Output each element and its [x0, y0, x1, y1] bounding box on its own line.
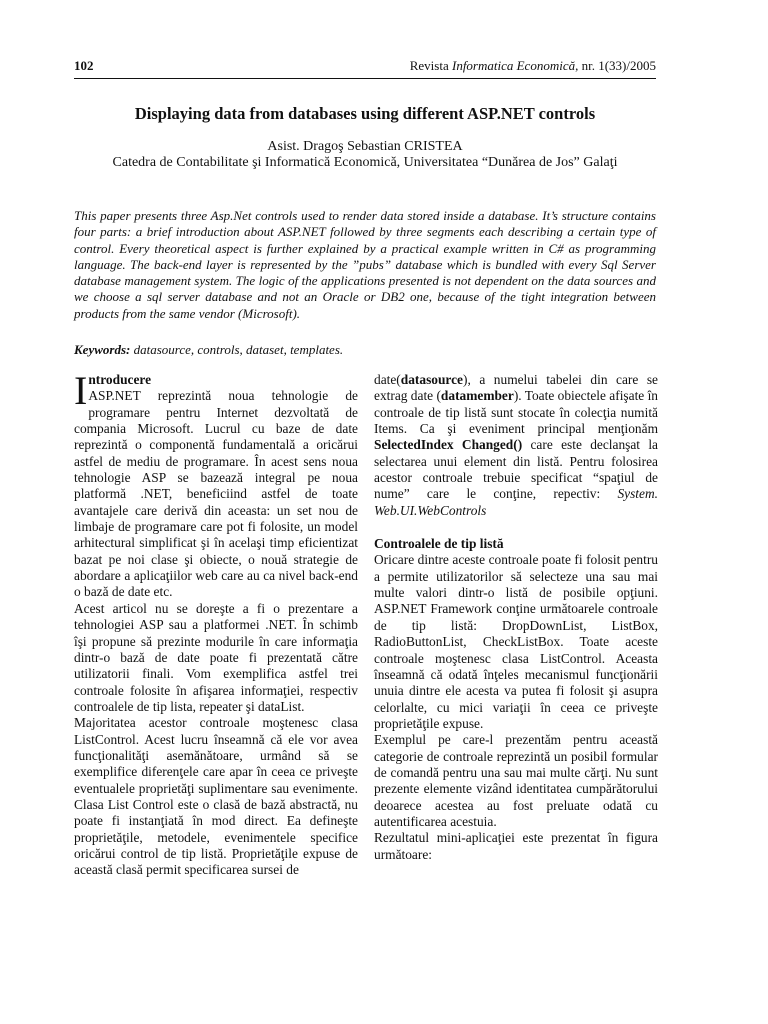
paper-title: Displaying data from databases using different ASP.NET controls — [134, 104, 596, 123]
intro-paragraph-2: Acest articol nu se doreşte a fi o prezentare a tehnologiei ASP sau a platformei .NET. În schimb îşi propune să prezinte modurile în care informaţia dintr-o bază de date poate fi prezentată către utilizatorii finali. Vom exemplifica astfel trei controale folosite în afişarea informaţiei, respectiv controalele de tip lista, repeater şi dataList. — [74, 600, 358, 714]
keywords-label: Keywords: — [74, 342, 131, 357]
text-run: date( — [374, 372, 401, 387]
journal-prefix: Revista — [409, 58, 452, 73]
term-datamember: datamember — [440, 388, 514, 404]
drop-cap: I — [74, 368, 88, 413]
text-run: ). Toate obiectele afişate în controale de tip listă sunt stocate în colecţia numită Items. Ca şi eveniment principal menţionăm — [374, 388, 658, 437]
intro-heading-paragraph — [74, 368, 358, 601]
right-paragraph-3: Exemplul pe care-l prezentăm pentru această categorie de controale reprezintă un posibil formular de comandă pentru una sau mai multe cărţi. Nu sunt prezente elemente vizând identitatea cumpărătorului deoarece acestea au fost preluate odată cu autentificarea acestuia. — [374, 732, 658, 829]
right-paragraph-2: Oricare dintre aceste controale poate fi folosit pentru a permite utilizatorilor să selecteze una sau mai multe valori dintr-o listă de posibile opţiuni. ASP.NET Framework conţine următoarele controale de tip listă: DropDownList, ListBox, RadioButtonList, CheckListBox. Toate aceste controale moştenesc clasa ListControl. Aceasta înseamnă că odată înţeles mecanismul funcţionării unuia dintre ele acesta va putea fi folosit şi asupra celorlalte, cu mici variaţii în ceea ce priveşte proprietăţile expuse. — [374, 552, 658, 731]
term-datasource: datasource — [400, 372, 464, 387]
right-paragraph-4: Rezultatul mini-aplicaţiei este prezentat în figura următoare: — [374, 830, 658, 862]
journal-issue: , nr. 1(33)/2005 — [575, 58, 656, 73]
author-line: Asist. Dragoş Sebastian CRISTEA — [267, 139, 463, 154]
right-paragraph-1 — [374, 372, 658, 519]
keywords — [74, 342, 656, 358]
term-selectedindexchanged: SelectedIndex Changed() — [374, 437, 523, 453]
section-heading-list-controls: Controalele de tip listă — [374, 536, 504, 552]
intro-heading: ntroducere — [88, 372, 152, 387]
abstract: This paper presents three Asp.Net controls used to render data stored inside a database. It’s structure contains four parts: a brief introduction about ASP.NET followed by three segments each describing a certain type of control. Every theoretical aspect is further explained by a practical example written in C# as programming language. The back-end layer is represented by the ”pubs” database which is bundled with every Sql Server database management system. The logic of the applications presented is not dependent on the data sources and we choose a sql server database and not an Oracle or DB2 one, because of the tight integration between products from the same vendor (Microsoft). — [74, 208, 656, 321]
journal-name: Informatica Economică — [451, 58, 576, 73]
namespace-name: System. Web.UI.WebControls — [374, 486, 658, 518]
affiliation-line: Catedra de Contabilitate şi Informatică Economică, Universitatea “Dunărea de Jos” Galaţi — [112, 155, 618, 170]
journal-reference — [410, 58, 656, 74]
text-run: ), a numelui tabelei din care se extrag date ( — [374, 372, 658, 404]
running-header — [74, 58, 656, 76]
right-column — [374, 372, 658, 863]
keywords-text: datasource, controls, dataset, templates. — [130, 342, 344, 357]
left-column — [74, 368, 358, 879]
intro-paragraph-1: ASP.NET reprezintă noua tehnologie de programare pentru Internet dezvoltată de compania Microsoft. Lucrul cu baze de date reprezintă o componentă fundamentală a oricărui astfel de mediu de programare. În acest sens noua tehnologie ASP se bazează integral pe noua platformă .NET, beneficiind astfel de toate avantajele care derivă din aceasta: un set nou de limbaje de programare care pot fi folosite, un model arhitectural simplificat şi în acelaşi timp eficientizat bazat pe noi clase şi obiecte, o nouă strategie de abordare a aplicaţiilor web care au ca nivel back-end o bază de date etc. — [74, 388, 358, 600]
header-rule — [74, 78, 656, 79]
page-number: 102 — [74, 58, 94, 73]
intro-paragraph-3: Majoritatea acestor controale moştenesc clasa ListControl. Acest lucru înseamnă că ele vor avea funcţionalităţi asemănătoare, urmând să se exemplifice diferenţele care apar în ceea ce priveşte eventualele proprietăţi suplimentare sau evenimente. Clasa List Control este o clasă de bază abstractă, nu poate fi instanţiată în mod direct. Ea defineşte proprietăţile, metodele, evenimentele specifice oricărui control de tip listă. Proprietăţile expuse de această clasă permit specificarea sursei de — [74, 715, 358, 878]
text-run: care este declanşat la selectarea unui element din listă. Pentru folosirea acestor controale trebuie specificat “spaţiul de nume” care le conţine, repectiv: — [374, 437, 658, 502]
